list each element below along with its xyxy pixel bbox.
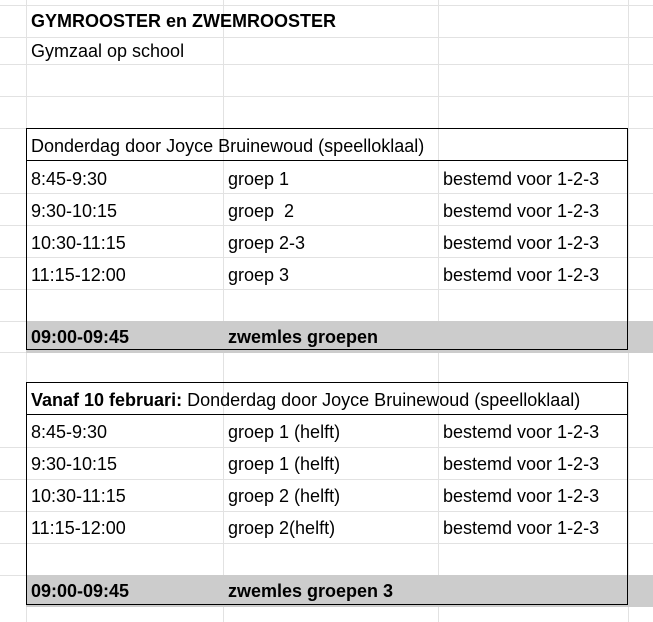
schedule-time-cell[interactable]: 11:15-12:00: [31, 265, 126, 285]
sheet-subtitle[interactable]: Gymzaal op school: [31, 41, 185, 61]
schedule-group-cell[interactable]: groep 1 (helft): [228, 454, 341, 474]
swim-time-cell[interactable]: 09:00-09:45: [31, 327, 130, 347]
schedule-time-cell[interactable]: 8:45-9:30: [31, 422, 108, 442]
schedule-time-cell[interactable]: 9:30-10:15: [31, 201, 118, 221]
schedule-note-cell[interactable]: bestemd voor 1-2-3: [443, 265, 600, 285]
schedule-note-cell[interactable]: bestemd voor 1-2-3: [443, 201, 600, 221]
grid-row-line: [0, 96, 653, 97]
schedule-time-cell[interactable]: 8:45-9:30: [31, 169, 108, 189]
sheet-title[interactable]: GYMROOSTER en ZWEMROOSTER: [31, 11, 337, 31]
section-2-header[interactable]: [26, 384, 628, 416]
grid-col-line: [628, 0, 629, 622]
schedule-group-cell[interactable]: groep 2: [228, 201, 295, 221]
section-2-header-text: Donderdag door Joyce Bruinewoud (speelloklaal): [182, 390, 581, 410]
schedule-group-cell[interactable]: groep 1 (helft): [228, 422, 341, 442]
schedule-group-cell[interactable]: groep 1: [228, 169, 290, 189]
schedule-group-cell[interactable]: groep 2-3: [228, 233, 306, 253]
schedule-note-cell[interactable]: bestemd voor 1-2-3: [443, 422, 600, 442]
section-2-header-date: Vanaf 10 februari:: [31, 390, 183, 410]
schedule-group-cell[interactable]: groep 2(helft): [228, 518, 336, 538]
schedule-note-cell[interactable]: bestemd voor 1-2-3: [443, 233, 600, 253]
schedule-time-cell[interactable]: 11:15-12:00: [31, 518, 126, 538]
swim-label-cell[interactable]: zwemles groepen: [228, 327, 379, 347]
schedule-time-cell[interactable]: 10:30-11:15: [31, 233, 126, 253]
swim-time-cell[interactable]: 09:00-09:45: [31, 581, 130, 601]
schedule-note-cell[interactable]: bestemd voor 1-2-3: [443, 518, 600, 538]
schedule-group-cell[interactable]: groep 3: [228, 265, 290, 285]
section-1-header[interactable]: Donderdag door Joyce Bruinewoud (speelloklaal): [31, 136, 425, 156]
schedule-group-cell[interactable]: groep 2 (helft): [228, 486, 341, 506]
swim-label-cell[interactable]: zwemles groepen 3: [228, 581, 394, 601]
schedule-note-cell[interactable]: bestemd voor 1-2-3: [443, 454, 600, 474]
schedule-note-cell[interactable]: bestemd voor 1-2-3: [443, 169, 600, 189]
schedule-note-cell[interactable]: bestemd voor 1-2-3: [443, 486, 600, 506]
schedule-time-cell[interactable]: 9:30-10:15: [31, 454, 118, 474]
schedule-time-cell[interactable]: 10:30-11:15: [31, 486, 126, 506]
